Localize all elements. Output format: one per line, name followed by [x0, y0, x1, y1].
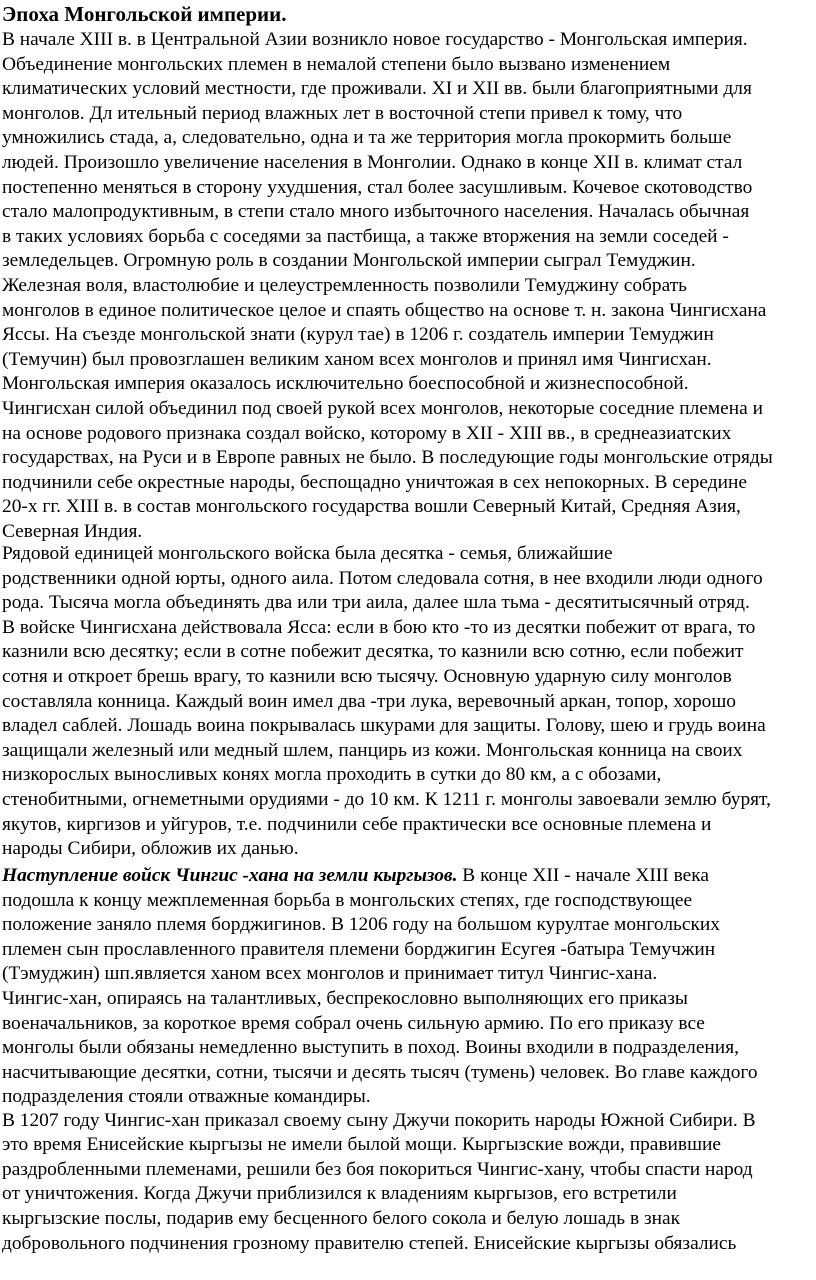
paragraph-line: военачальников, за короткое время собрал очень сильную армию. По его приказу все: [2, 1012, 705, 1034]
paragraph-line: Объединение монгольских племен в немалой степени было вызвано изменением: [2, 53, 671, 75]
paragraph-line: народы Сибири, обложив их данью.: [2, 838, 299, 860]
section-heading: Наступление войск Чингис -хана на земли кыргызов.: [2, 865, 458, 886]
paragraph-line: В войске Чингисхана действовала Ясса: если в бою кто -то из десятки побежит от врага, то: [2, 616, 756, 638]
paragraph-line: В 1207 году Чингис-хан приказал своему сыну Джучи покорить народы Южной Сибири. В: [2, 1109, 756, 1131]
paragraph-line: стенобитными, огнеметными орудиями - до 10 км. К 1211 г. монголы завоевали землю бурят,: [2, 789, 771, 810]
paragraph-line: насчитывающие десятки, сотни, тысячи и десять тысяч (тумень) человек. Во главе каждого: [2, 1061, 758, 1083]
paragraph-line: климатических условий местности, где проживали. XI и XII вв. были благоприятными для: [2, 78, 752, 100]
section-heading-line: [2, 864, 816, 889]
paragraph-line: подразделения стояли отважные командиры.: [2, 1086, 371, 1108]
paragraph-line: в таких условиях борьба с соседями за пастбища, а также вторжения на земли соседей -: [2, 225, 729, 247]
paragraph-line: это время Енисейские кыргызы не имели былой мощи. Кыргызские вожди, правившие: [2, 1134, 721, 1156]
paragraph-line: Чингис-хан, опираясь на талантливых, беспрекословно выполняющих его приказы: [2, 988, 688, 1009]
paragraph-line: родственники одной юрты, одного аила. Потом следовала сотня, в нее входили люди одного: [2, 567, 763, 589]
paragraph-line: добровольного подчинения грозному правителю степей. Енисейские кыргызы обязались: [2, 1232, 737, 1254]
paragraph-line: племен сын прославленного правителя племени борджигин Есугея -батыра Темучжин: [2, 938, 716, 960]
paragraph-line: В начале XIII в. в Центральной Азии возникло новое государство - Монгольская империя.: [2, 29, 748, 50]
paragraph-line: людей. Произошло увеличение населения в Монголии. Однако в конце XII в. климат стал: [2, 152, 743, 173]
paragraph-line: сотня и откроет брешь врагу, то казнили всю тысячу. Основную ударную силу монголов: [2, 666, 732, 687]
paragraph-line: земледельцев. Огромную роль в создании Монгольской империи сыграл Темуджин.: [2, 250, 696, 272]
paragraph-line: низкорослых выносливых конях могла проходить в сутки до 80 км, а с обозами,: [2, 764, 662, 786]
paragraph-line: (Тэмуджин) шп.является ханом всех монголов и принимает титул Чингис-хана.: [2, 963, 658, 985]
paragraph-line: владел саблей. Лошадь воина покрывалась шкурами для защиты. Голову, шею и грудь воина: [2, 715, 766, 737]
paragraph-line: Монгольская империя оказалось исключительно боеспособной и жизнеспособной.: [2, 373, 689, 395]
paragraph-line: составляла конница. Каждый воин имел два -три лука, веревочный аркан, топор, хорошо: [2, 690, 736, 712]
paragraph-line: якутов, киргизов и уйгуров, т.е. подчинили себе практически все основные племена и: [2, 813, 712, 835]
paragraph-line: подчинили себе окрестные народы, беспощадно уничтожая в сех непокорных. В середине: [2, 471, 747, 493]
paragraph-line: монголов. Дл ительный период влажных лет в восточной степи привел к тому, что: [2, 102, 683, 124]
paragraph-line: умножились стада, а, следовательно, одна и та же территория могла прокормить больше: [2, 127, 732, 149]
paragraph-line: монголов в единое политическое целое и спаять общество на основе т. н. закона Чингисхана: [2, 299, 767, 321]
document-title: Эпоха Монгольской империи.: [2, 2, 287, 26]
paragraph-line: от уничтожения. Когда Джучи приблизился к владениям кыргызов, его встретили: [2, 1183, 677, 1205]
paragraph-line: Северная Индия.: [2, 521, 143, 542]
paragraph-line: государствах, на Руси и в Европе равных не было. В последующие годы монгольские отряды: [2, 447, 773, 469]
paragraph-line: монголы были обязаны немедленно выступить в поход. Воины входили в подразделения,: [2, 1037, 739, 1059]
paragraph-line: стало малопродуктивным, в степи стало много избыточного населения. Началась обычная: [2, 201, 750, 223]
paragraph-line: на основе родового признака создал войско, которому в XII - XIII вв., в среднеазиатских: [2, 422, 732, 444]
paragraph-line: подошла к концу межплеменная борьба в монгольских степях, где господствующее: [2, 889, 693, 911]
paragraph-line: раздробленными племенами, решили без боя покориться Чингис-хану, чтобы спасти народ: [2, 1158, 753, 1180]
paragraph-line: Железная воля, властолюбие и целеустремленность позволили Темуджину собрать: [2, 275, 688, 296]
paragraph-line: рода. Тысяча могла объединять два или три аила, далее шла тьма - десятитысячный отряд.: [2, 592, 750, 614]
paragraph-line: постепенно меняться в сторону ухудшения, стал более засушливым. Кочевое скотоводство: [2, 176, 753, 198]
section-heading-continuation: В конце XII - начале XIII века: [457, 865, 709, 886]
paragraph-line: Чингисхан силой объединил под своей рукой всех монголов, некоторые соседние племена и: [2, 398, 763, 419]
paragraph-line: положение заняло племя борджигинов. В 1206 году на большом курултае монгольских: [2, 914, 720, 936]
paragraph-line: казнили всю десятку; если в сотне побежит десятка, то казнили всю сотню, если побежит: [2, 641, 744, 663]
paragraph-line: защищали железный или медный шлем, панцирь из кожи. Монгольская конница на своих: [2, 739, 743, 761]
paragraph-line: Яссы. На съезде монгольской знати (курул тае) в 1206 г. создатель империи Темуджин: [2, 324, 714, 346]
paragraph-line: кыргызские послы, подарив ему бесценного белого сокола и белую лошадь в знак: [2, 1207, 681, 1229]
paragraph-line: 20-х гг. XIII в. в состав монгольского государства вошли Северный Китай, Средняя Азия,: [2, 496, 741, 518]
paragraph-line: (Темучин) был провозглашен великим ханом всех монголов и принял имя Чингисхан.: [2, 348, 712, 370]
paragraph-line: Рядовой единицей монгольского войска была десятка - семья, ближайшие: [2, 543, 613, 564]
